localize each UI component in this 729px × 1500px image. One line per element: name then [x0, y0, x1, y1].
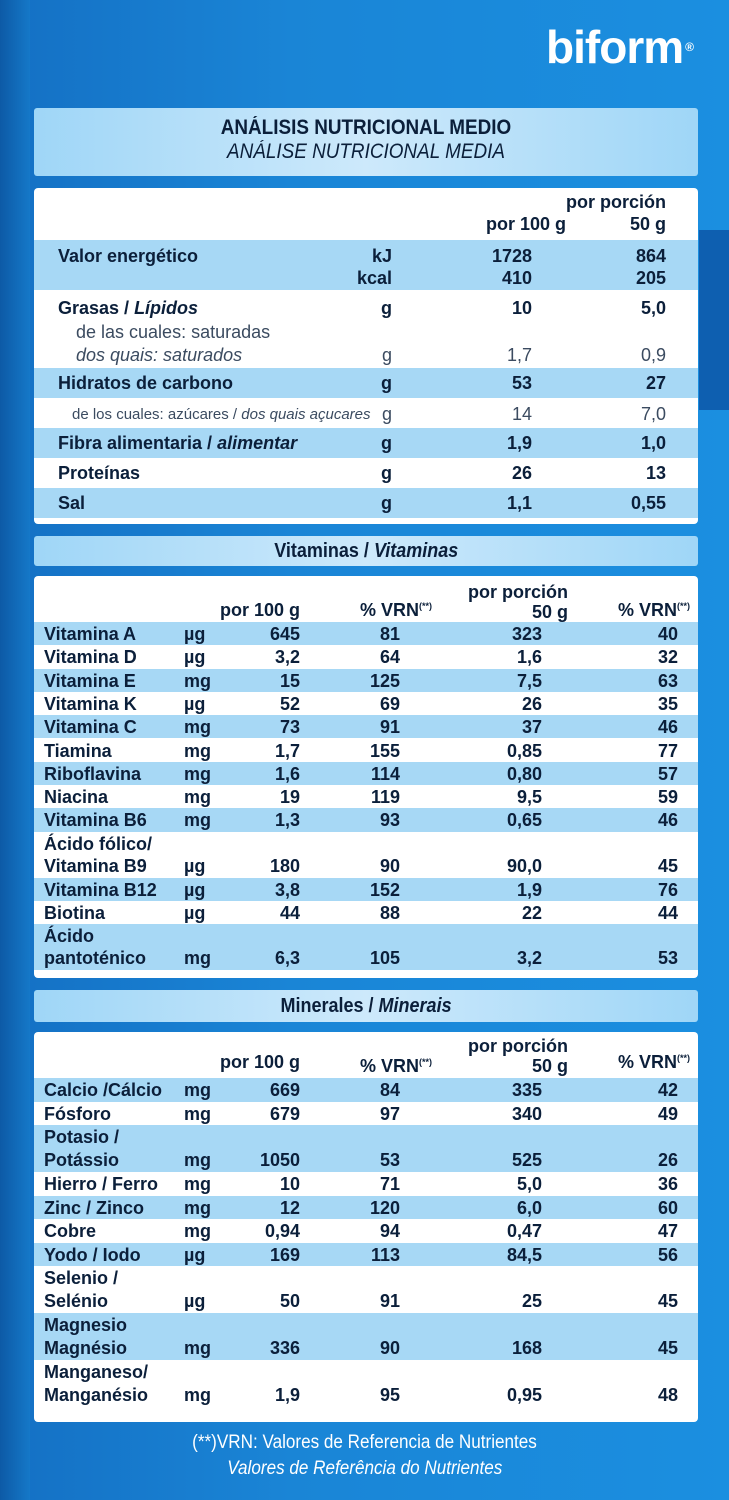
vit-vrn-100g: 64: [379, 647, 400, 668]
min-vrn-100g: 120: [369, 1197, 400, 1218]
vit-unit: µg: [184, 693, 206, 714]
sugars-100g: 14: [511, 404, 532, 424]
vit-vrn-100g: 114: [370, 763, 400, 784]
min-unit: µg: [184, 1244, 206, 1265]
vit-row: [34, 739, 698, 762]
min-name-line2: Manganésio: [44, 1385, 149, 1405]
min-name: Calcio /Cálcio: [44, 1080, 163, 1100]
vit-per-100g: 3,2: [274, 647, 300, 668]
vit-per-portion: 0,85: [506, 740, 542, 761]
min-unit: mg: [184, 1174, 211, 1194]
vit-per-portion: 26: [521, 693, 542, 714]
vit-row: [34, 901, 698, 924]
min-col-portion-size: 50 g: [531, 1056, 568, 1076]
min-per-100g: 12: [279, 1197, 300, 1218]
min-row: [34, 1266, 698, 1313]
vrn-footnote-pt: [0, 1458, 729, 1480]
min-per-100g: 50: [279, 1291, 300, 1311]
vit-vrn-100g: 91: [379, 717, 400, 738]
sugars-label: de los cuales: azúcares / dos quais açucares: [72, 406, 371, 423]
vit-unit: mg: [184, 948, 211, 969]
salt-portion: 0,55: [630, 493, 666, 513]
analysis-header: [34, 108, 698, 176]
vit-per-portion: 9,5: [516, 787, 542, 808]
vit-per-portion: 323: [511, 624, 542, 644]
min-vrn-portion: 36: [657, 1174, 678, 1194]
carbs-row: [34, 368, 698, 398]
vit-vrn-portion: 76: [657, 879, 678, 900]
vit-unit: mg: [184, 740, 211, 761]
saturates-label-pt: dos quais: saturados: [76, 345, 243, 365]
min-unit: µg: [184, 1291, 206, 1311]
saturates-portion: 0,9: [640, 345, 666, 365]
min-unit: mg: [184, 1080, 211, 1100]
vit-vrn-100g: 152: [369, 879, 400, 900]
protein-unit: g: [381, 463, 392, 483]
min-vrn-portion: 26: [657, 1150, 678, 1170]
salt-label: Sal: [58, 493, 86, 513]
min-row: [34, 1219, 698, 1243]
min-vrn-100g: 90: [379, 1338, 400, 1358]
vit-vrn-100g: 155: [369, 740, 400, 761]
vit-name: Vitamina A: [44, 624, 137, 644]
min-per-100g: 1,9: [274, 1385, 300, 1405]
min-vrn-portion: 47: [657, 1221, 678, 1241]
vit-unit: mg: [184, 717, 211, 738]
min-name-line1: Potasio /: [44, 1127, 120, 1147]
sugars-row: [34, 398, 698, 428]
vit-per-portion: 1,9: [516, 879, 542, 900]
vit-per-portion: 90,0: [506, 855, 542, 876]
saturates-label-es: de las cuales: saturadas: [76, 322, 271, 342]
sugars-unit: g: [381, 404, 392, 424]
vitamins-title: Vitaminas / Vitaminas: [273, 540, 459, 562]
min-col-per-portion: por porción: [468, 1036, 568, 1056]
fibre-label: Fibra alimentaria / alimentar: [58, 433, 298, 453]
energy-kj-portion: 864: [635, 246, 666, 266]
vit-col-vrn: % VRN(**): [359, 600, 432, 620]
vit-name-line1: Ácido fólico/: [44, 833, 152, 854]
fat-portion: 5,0: [640, 298, 666, 318]
min-name: Hierro / Ferro: [44, 1174, 159, 1194]
energy-kcal-100g: 410: [501, 268, 532, 288]
vit-vrn-100g: 88: [379, 903, 400, 923]
min-vrn-portion: 60: [657, 1197, 678, 1218]
vit-name: Vitamina D: [44, 647, 137, 668]
min-row: [34, 1102, 698, 1126]
vit-unit: µg: [184, 903, 206, 923]
vit-vrn-100g: 93: [379, 810, 400, 831]
min-per-100g: 169: [269, 1244, 300, 1265]
vit-per-portion: 0,65: [506, 810, 542, 831]
vit-row: [34, 808, 698, 831]
protein-100g: 26: [511, 463, 532, 483]
min-vrn-100g: 91: [379, 1291, 400, 1311]
col-per-100g: por 100 g: [485, 214, 566, 234]
saturates-100g: 1,7: [506, 345, 532, 365]
carbs-portion: 27: [645, 373, 666, 393]
col-per-portion: por porción: [566, 192, 666, 212]
vit-vrn-portion: 44: [657, 903, 678, 923]
vit-name: Vitamina E: [44, 670, 136, 691]
vitamins-head-row: [34, 576, 698, 622]
vit-per-portion: 22: [521, 903, 542, 923]
vit-col-per-100g: por 100 g: [219, 600, 300, 620]
sugars-portion: 7,0: [640, 404, 666, 424]
fat-label: Grasas / Lípidos: [58, 298, 199, 318]
salt-row: [34, 488, 698, 518]
vit-per-100g: 180: [269, 855, 300, 876]
vit-vrn-portion: 46: [657, 810, 678, 831]
min-per-portion: 6,0: [516, 1197, 542, 1218]
vit-row: [34, 645, 698, 668]
min-vrn-100g: 95: [379, 1385, 400, 1405]
vit-name: Biotina: [44, 903, 105, 923]
min-vrn-portion: 48: [657, 1385, 678, 1405]
minerals-head-row: [34, 1032, 698, 1078]
vit-name: Tiamina: [44, 740, 112, 761]
saturates-unit: g: [381, 345, 392, 365]
vit-unit: mg: [184, 670, 211, 691]
min-per-portion: 5,0: [516, 1174, 542, 1194]
min-vrn-100g: 113: [370, 1244, 400, 1265]
min-col-vrn: % VRN(**): [359, 1056, 432, 1076]
vit-per-portion: 0,80: [506, 763, 542, 784]
min-name-line2: Potássio: [44, 1150, 120, 1170]
min-name-line1: Magnesio: [44, 1315, 128, 1335]
nutrition-head-row: [34, 188, 698, 240]
min-per-100g: 10: [279, 1174, 300, 1194]
salt-unit: g: [381, 493, 392, 513]
vitamins-header: [34, 536, 698, 566]
vit-vrn-portion: 57: [657, 763, 678, 784]
min-col-per-100g: por 100 g: [219, 1052, 300, 1072]
min-vrn-100g: 84: [379, 1080, 400, 1100]
vit-vrn-100g: 105: [369, 948, 400, 969]
protein-row: [34, 458, 698, 488]
vit-vrn-100g: 69: [379, 693, 400, 714]
energy-row: [34, 240, 698, 290]
min-per-portion: 0,95: [506, 1385, 542, 1405]
carbs-100g: 53: [511, 373, 532, 393]
vit-per-100g: 1,6: [274, 763, 300, 784]
vit-row: [34, 669, 698, 692]
min-unit: mg: [184, 1338, 211, 1358]
vit-name: Vitamina B12: [44, 879, 157, 900]
vit-vrn-100g: 90: [379, 855, 400, 876]
energy-unit-kcal: kcal: [356, 268, 392, 288]
min-row: [34, 1078, 698, 1102]
vit-per-100g: 1,7: [274, 740, 300, 761]
salt-100g: 1,1: [506, 493, 532, 513]
vit-per-portion: 7,5: [516, 670, 542, 691]
min-row: [34, 1243, 698, 1267]
min-per-100g: 336: [269, 1338, 300, 1358]
min-row: [34, 1196, 698, 1220]
vit-vrn-portion: 59: [657, 787, 678, 808]
min-unit: mg: [184, 1197, 211, 1218]
min-row: [34, 1313, 698, 1360]
vit-vrn-100g: 81: [379, 624, 400, 644]
vit-per-100g: 3,8: [274, 879, 300, 900]
vit-row: [34, 924, 698, 970]
min-per-100g: 1050: [259, 1150, 300, 1170]
vit-per-portion: 37: [521, 717, 542, 738]
min-unit: mg: [184, 1103, 211, 1124]
analysis-title: ANÁLISIS NUTRICIONAL MEDIO: [220, 116, 512, 139]
min-unit: mg: [184, 1221, 211, 1241]
col-portion-size: 50 g: [629, 214, 666, 234]
vit-name-line1: Ácido: [44, 926, 95, 947]
vit-col-portion-size: 50 g: [531, 602, 568, 622]
vit-per-100g: 44: [279, 903, 300, 923]
min-vrn-portion: 49: [657, 1103, 678, 1124]
fibre-100g: 1,9: [506, 433, 532, 453]
min-vrn-100g: 71: [379, 1174, 400, 1194]
energy-kcal-portion: 205: [635, 268, 666, 288]
min-per-100g: 669: [269, 1080, 300, 1100]
vit-name: Vitamina B6: [44, 810, 147, 831]
min-row: [34, 1125, 698, 1172]
vit-per-100g: 6,3: [274, 948, 300, 969]
footnote-line-pt: Valores de Referência do Nutrientes: [226, 1458, 503, 1479]
min-vrn-portion: 56: [657, 1244, 678, 1265]
min-vrn-portion: 45: [657, 1291, 678, 1311]
min-name: Zinc / Zinco: [44, 1197, 145, 1218]
min-per-portion: 335: [511, 1080, 542, 1100]
vit-vrn-portion: 40: [657, 624, 678, 644]
vitamins-table: [34, 576, 698, 978]
vit-per-portion: 3,2: [516, 948, 542, 969]
min-per-portion: 340: [511, 1103, 542, 1124]
vit-vrn-portion: 35: [657, 693, 678, 714]
vit-name-line2: Vitamina B9: [44, 855, 147, 876]
min-row: [34, 1172, 698, 1196]
vit-per-100g: 645: [269, 624, 300, 644]
vrn-footnote: [0, 1432, 729, 1454]
vit-row: [34, 715, 698, 738]
vit-vrn-portion: 53: [657, 948, 678, 969]
fat-100g: 10: [511, 298, 532, 318]
carbs-unit: g: [381, 373, 392, 393]
vit-per-100g: 1,3: [274, 810, 300, 831]
min-vrn-100g: 94: [379, 1221, 400, 1241]
vit-per-100g: 19: [279, 787, 300, 808]
vit-row: [34, 785, 698, 808]
vit-row: [34, 622, 698, 645]
min-per-portion: 168: [511, 1338, 542, 1358]
fibre-portion: 1,0: [640, 433, 666, 453]
min-name-line2: Magnésio: [44, 1338, 128, 1358]
vit-name: Niacina: [44, 787, 109, 808]
min-row: [34, 1360, 698, 1407]
min-vrn-100g: 97: [379, 1103, 400, 1124]
left-edge-shade: [0, 0, 30, 1500]
vit-row: [34, 832, 698, 878]
brand-logo: biform ®: [546, 21, 693, 73]
vit-row: [34, 762, 698, 785]
fat-row: [34, 290, 698, 368]
vit-vrn-portion: 63: [657, 670, 678, 691]
vit-row: [34, 878, 698, 901]
energy-unit-kj: kJ: [371, 246, 392, 266]
vit-unit: µg: [184, 624, 206, 644]
min-name-line2: Selénio: [44, 1291, 109, 1311]
vit-per-100g: 15: [279, 670, 300, 691]
vit-per-100g: 73: [279, 717, 300, 738]
vit-name: Riboflavina: [44, 763, 142, 784]
min-name-line1: Selenio /: [44, 1268, 119, 1288]
minerals-header: [34, 990, 698, 1022]
protein-label: Proteínas: [58, 463, 141, 483]
min-name-line1: Manganeso/: [44, 1362, 149, 1382]
vit-vrn-100g: 125: [369, 670, 400, 691]
vit-vrn-portion: 46: [657, 717, 678, 738]
nutrition-table: [34, 188, 698, 524]
min-per-portion: 0,47: [506, 1221, 542, 1241]
vit-name: Vitamina K: [44, 693, 137, 714]
min-name: Fósforo: [44, 1103, 111, 1124]
vit-per-portion: 1,6: [516, 647, 542, 668]
fibre-unit: g: [381, 433, 392, 453]
vit-vrn-100g: 119: [370, 787, 400, 808]
vit-unit: mg: [184, 787, 211, 808]
carbs-label: Hidratos de carbono: [58, 373, 234, 393]
min-name: Yodo / Iodo: [44, 1244, 141, 1265]
vit-row: [34, 692, 698, 715]
min-vrn-portion: 45: [657, 1338, 678, 1358]
vit-unit: µg: [184, 647, 206, 668]
vit-col-vrn-portion: % VRN(**): [617, 600, 690, 620]
min-name: Cobre: [44, 1221, 97, 1241]
protein-portion: 13: [645, 463, 666, 483]
min-unit: mg: [184, 1385, 211, 1405]
vit-unit: mg: [184, 763, 211, 784]
energy-label: Valor energético: [58, 246, 199, 266]
min-unit: mg: [184, 1150, 211, 1170]
energy-kj-100g: 1728: [491, 246, 532, 266]
vit-name-line2: pantoténico: [44, 948, 146, 969]
vit-unit: µg: [184, 879, 206, 900]
vit-per-100g: 52: [279, 693, 300, 714]
vit-vrn-portion: 45: [657, 855, 678, 876]
vit-col-per-portion: por porción: [468, 582, 568, 602]
min-vrn-portion: 42: [657, 1080, 678, 1100]
min-col-vrn-portion: % VRN(**): [617, 1052, 690, 1072]
vit-unit: µg: [184, 855, 206, 876]
vit-vrn-portion: 32: [657, 647, 678, 668]
minerals-title: Minerales / Minerais: [280, 995, 452, 1017]
vit-unit: mg: [184, 810, 211, 831]
minerals-table: [34, 1032, 698, 1422]
analysis-subtitle: ANÁLISE NUTRICIONAL MEDIA: [227, 140, 505, 163]
fibre-row: [34, 428, 698, 458]
footnote-line-es: (**)VRN: Valores de Referencia de Nutrientes: [192, 1432, 537, 1453]
min-per-100g: 679: [269, 1103, 300, 1124]
min-vrn-100g: 53: [379, 1150, 400, 1170]
fat-unit: g: [381, 298, 392, 318]
vit-name: Vitamina C: [44, 717, 137, 738]
min-per-portion: 525: [511, 1150, 542, 1170]
min-per-portion: 25: [521, 1291, 542, 1311]
min-per-portion: 84,5: [506, 1244, 542, 1265]
vit-vrn-portion: 77: [657, 740, 678, 761]
right-edge-shade: [699, 230, 729, 410]
min-per-100g: 0,94: [264, 1221, 300, 1241]
